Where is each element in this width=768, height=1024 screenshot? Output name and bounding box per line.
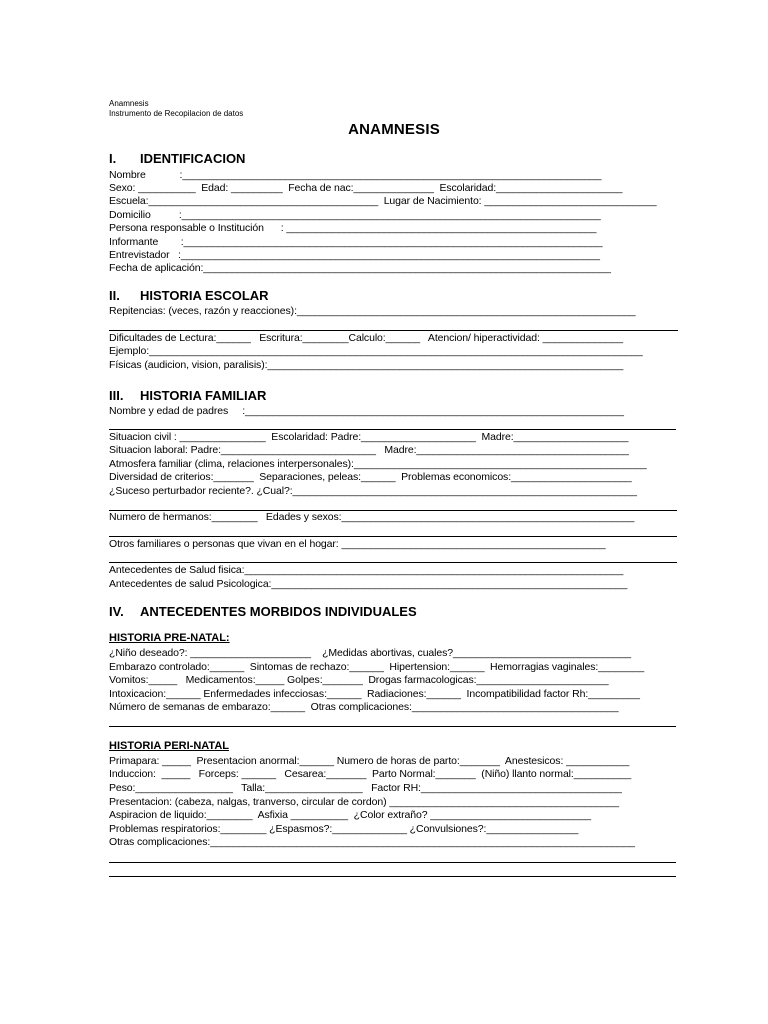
field-ejemplo[interactable]: Ejemplo:______________________________________________________________________________________ bbox=[109, 345, 643, 357]
section-antecedentes-heading bbox=[109, 604, 417, 619]
field-induccion[interactable]: Induccion: _____ Forceps: ______ Cesarea:_______ Parto Normal:_______ (Niño) llanto normal:__________ bbox=[109, 768, 632, 780]
field-domicilio[interactable]: Domicilio :_________________________________________________________________________ bbox=[109, 209, 601, 221]
field-semanas-embarazo[interactable]: Número de semanas de embarazo:______ Otras complicaciones:____________________________________ bbox=[109, 701, 619, 713]
section-title: HISTORIA FAMILIAR bbox=[140, 388, 267, 403]
field-persona-responsable[interactable]: Persona responsable o Institución : ______________________________________________________ bbox=[109, 222, 597, 234]
field-nombre[interactable]: Nombre :_________________________________________________________________________ bbox=[109, 169, 602, 181]
field-salud-fisica[interactable]: Antecedentes de Salud fisica:__________________________________________________________________ bbox=[109, 564, 624, 576]
field-diversidad-criterios[interactable]: Diversidad de criterios:_______ Separaciones, peleas:______ Problemas economicos:_____________________ bbox=[109, 471, 632, 483]
field-numero-hermanos[interactable]: Numero de hermanos:________ Edades y sexos:___________________________________________________ bbox=[109, 511, 635, 523]
section-title: ANTECEDENTES MORBIDOS INDIVIDUALES bbox=[140, 604, 417, 619]
section-number: II. bbox=[109, 288, 120, 303]
field-presentacion[interactable]: Presentacion: (cabeza, nalgas, tranverso, circular de cordon) ________________________________________ bbox=[109, 796, 619, 808]
section-title: HISTORIA ESCOLAR bbox=[140, 288, 269, 303]
header-line-2: Instrumento de Recopilacion de datos bbox=[109, 109, 244, 118]
field-fecha-aplicacion[interactable]: Fecha de aplicación:_______________________________________________________________________ bbox=[109, 262, 611, 274]
field-problemas-respiratorios[interactable]: Problemas respiratorios:________ ¿Espasmos?:_____________ ¿Convulsiones?:________________ bbox=[109, 823, 579, 835]
section-historia-escolar-heading bbox=[109, 288, 269, 303]
field-informante[interactable]: Informante :_________________________________________________________________________ bbox=[109, 236, 603, 248]
header-line-1: Anamnesis bbox=[109, 99, 149, 108]
section-identificacion-heading bbox=[109, 151, 245, 166]
field-dificultades[interactable]: Dificultades de Lectura:______ Escritura:________Calculo:______ Atencion/ hiperactividad: ______________ bbox=[109, 332, 623, 344]
field-repitencias[interactable]: Repitencias: (veces, razón y reacciones):___________________________________________________________ bbox=[109, 305, 636, 317]
field-nino-deseado[interactable]: ¿Niño deseado?: _____________________ ¿Medidas abortivas, cuales?_______________________________ bbox=[109, 647, 631, 659]
blank-line[interactable] bbox=[109, 726, 676, 727]
field-salud-psicologica[interactable]: Antecedentes de salud Psicologica:______________________________________________________________ bbox=[109, 578, 628, 590]
field-nombre-padres[interactable]: Nombre y edad de padres :__________________________________________________________________ bbox=[109, 405, 624, 417]
document-header bbox=[109, 99, 243, 119]
subheading-perinatal: HISTORIA PERI-NATAL bbox=[109, 740, 229, 752]
blank-line[interactable] bbox=[109, 876, 676, 877]
field-escuela[interactable]: Escuela:________________________________________ Lugar de Nacimiento: ______________________________ bbox=[109, 195, 657, 207]
subheading-prenatal: HISTORIA PRE-NATAL: bbox=[109, 632, 230, 644]
section-historia-familiar-heading bbox=[109, 388, 266, 403]
field-aspiracion-liquido[interactable]: Aspiracion de liquido:________ Asfixia __________ ¿Color extraño? ____________________________ bbox=[109, 809, 591, 821]
blank-line[interactable] bbox=[109, 562, 677, 563]
page-title: ANAMNESIS bbox=[348, 121, 440, 138]
section-number: IV. bbox=[109, 604, 124, 619]
section-number: I. bbox=[109, 151, 117, 166]
section-title: IDENTIFICACION bbox=[140, 151, 246, 166]
field-sexo-edad[interactable]: Sexo: __________ Edad: _________ Fecha de nac:______________ Escolaridad:______________________ bbox=[109, 182, 623, 194]
field-intoxicacion[interactable]: Intoxicacion:______ Enfermedades infecciosas:______ Radiaciones:______ Incompatibilidad factor Rh:_________ bbox=[109, 688, 640, 700]
field-vomitos[interactable]: Vomitos:_____ Medicamentos:_____ Golpes:_______ Drogas farmacologicas:_______________________ bbox=[109, 674, 609, 686]
blank-line[interactable] bbox=[109, 429, 676, 430]
blank-line[interactable] bbox=[109, 536, 677, 537]
field-suceso-perturbador[interactable]: ¿Suceso perturbador reciente?. ¿Cual?:____________________________________________________________ bbox=[109, 485, 637, 497]
field-fisicas[interactable]: Físicas (audicion, vision, paralisis):______________________________________________________________ bbox=[109, 359, 624, 371]
field-primapara[interactable]: Primapara: _____ Presentacion anormal:______ Numero de horas de parto:_______ Anestesicos: ___________ bbox=[109, 755, 630, 767]
field-situacion-civil[interactable]: Situacion civil : _______________ Escolaridad: Padre:____________________ Madre:____________________ bbox=[109, 431, 629, 443]
field-otras-complicaciones[interactable]: Otras complicaciones:__________________________________________________________________________ bbox=[109, 836, 635, 848]
section-number: III. bbox=[109, 388, 124, 403]
field-embarazo-controlado[interactable]: Embarazo controlado:______ Sintomas de rechazo:______ Hipertension:______ Hemorragias vaginales:________ bbox=[109, 661, 645, 673]
blank-line[interactable] bbox=[109, 330, 678, 331]
field-situacion-laboral[interactable]: Situacion laboral: Padre:___________________________ Madre:_____________________________________ bbox=[109, 444, 629, 456]
field-peso-talla[interactable]: Peso:_________________ Talla:_________________ Factor RH:___________________________________ bbox=[109, 782, 622, 794]
field-atmosfera-familiar[interactable]: Atmosfera familiar (clima, relaciones interpersonales):___________________________________________________ bbox=[109, 458, 647, 470]
field-entrevistador[interactable]: Entrevistador :_________________________________________________________________________ bbox=[109, 249, 600, 261]
field-otros-familiares[interactable]: Otros familiares o personas que vivan en el hogar: ______________________________________________ bbox=[109, 538, 606, 550]
blank-line[interactable] bbox=[109, 862, 676, 863]
